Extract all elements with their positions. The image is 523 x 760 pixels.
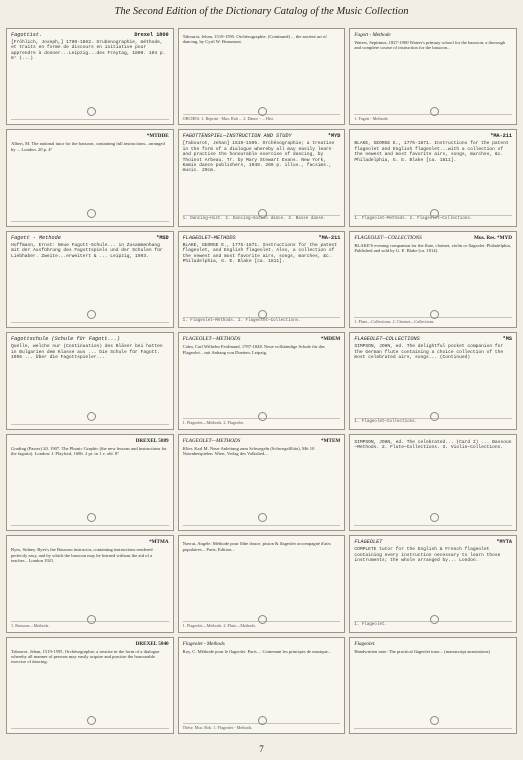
card-entry: Tabourot, Jehan, 1519-1595. Orchésographie. (Continued) ... the ancient art of dancing, by Cyril W. Beaumont. [182,34,327,45]
catalog-card [349,434,517,531]
card-heading [354,235,512,241]
card-heading [354,539,512,545]
card-call-number: *MA-211 [490,133,512,140]
card-entry: Byes, Sidney. Byes's the Bassoon instructor, containing instructions rendered perfectly easy, and by which the bassoon may be learned without the aid of a teacher... London 1921. [11,547,153,563]
card-heading [354,133,512,139]
card-heading [183,438,341,444]
card-call-number: DREXEL 5889 [135,437,169,444]
card-entry: Klier, Karl M. Neue Anleitung zum Schwegeln (Schwegelflöte), Mit 10 Notenbeispielen. Wien, Verlag des Volkslied... [182,445,315,457]
card-subject: Flageolet. [354,640,376,647]
card-subject: Flageolet - Methods [182,640,225,647]
card-heading [11,336,169,342]
card-tracings [11,728,169,730]
card-punch-hole [430,412,439,421]
card-punch-hole [87,310,96,319]
card-heading [183,641,341,647]
card-subject: FLAGEOLET—COLLECTIONS [354,336,420,343]
card-tracings: 1. Dancing—Hist. 2. Dancing—Social dance. 3. Basse danse. [183,215,341,222]
card-punch-hole [430,716,439,725]
catalog-card [349,535,517,632]
card-entry: BLAKE'S evening companion for the flute, clarinet, violin or flageolet. Philadelphia, Published and sold by G. E. Blake [ca. 1814]. [354,242,511,254]
card-tracings [354,525,512,527]
page-header: The Second Edition of the Dictionary Catalog of the Music Collection [114,6,409,17]
card-call-number: Mus. Res. *MYD [473,234,512,241]
card-entry: [Fröhlich, Joseph,] 1780-1862. Grubenographie, méthode, et traits en forme de discours en initiative pour apprendre à donner...Leipzig...des Freytag, 1800. 104 p. 8° (...) [11,40,166,62]
card-entry: Quelle, welche nur (Continuation) des Bläser bei hatten in Bulgarien dem Klasse aus ... Die Schule für Fagott. 1955 ... Über die Fagottspieler... [11,344,163,361]
page-number: 7 [259,744,264,754]
card-tracings: 1. Bassoon—Methods. [11,621,169,628]
catalog-card [6,28,174,125]
card-heading [183,133,341,139]
card-subject: Fagottschule (Schule für Fagott...) [11,336,120,343]
catalog-card [178,332,346,429]
card-tracings: 1. Flageolet—Collections. [354,418,512,425]
card-call-number: *MS [502,336,512,343]
catalog-card [6,637,174,734]
card-tracings: 1. Flageolet—Methods. 2. Flageolet—Collections. [183,317,341,324]
card-entry: BLAKE, GEORGE E., 1775-1871. Instructions for the patent flageolet and English flageolet...with a collection of the newest and most favorite airs, songs, marches, &c. Philadelphia, G. E. Blake [ca. 1811]. [354,141,509,163]
card-tracings: 1. Flageolet—Methods. 2. Flageolet. [183,418,341,425]
card-tracings [354,728,512,730]
catalog-card [6,434,174,531]
catalog-card [349,129,517,226]
card-tracings [11,119,169,121]
catalog-card [6,332,174,429]
card-punch-hole [87,615,96,624]
card-entry: Albert, M. The national tutor for the bassoon, containing full instructions...arranged by ... London. 20 p. 4° [11,141,165,152]
catalog-card [178,637,346,734]
card-tracings [11,322,169,324]
card-tracings [11,221,169,223]
card-tracings [183,525,341,527]
card-heading [183,336,341,342]
catalog-card [178,535,346,632]
card-punch-hole [430,513,439,522]
card-subject: FLAGEOLET—METHODS [182,234,236,241]
catalog-card-grid [6,28,517,734]
catalog-card [349,637,517,734]
card-call-number: *MA-211 [318,234,341,241]
card-subject: FLAGEOLET—METHODS [182,336,241,343]
card-heading [11,235,169,241]
card-call-number: Drexel 1800 [134,32,169,38]
card-subject: FLAGEOLET [354,539,383,546]
card-entry: Cohn, Carl Wilhelm Ferdinand, 1787-1848. Neue vollständige Schule für das Flageolet... mit Anhang von Duetten. Leipzig. [182,344,325,355]
card-heading [11,133,169,139]
catalog-card [6,231,174,328]
card-heading [354,641,512,647]
card-tracings: 1. Flageolet—Methods. 2. Flageolet—Collections. [354,215,512,222]
card-call-number: *MYD [327,133,341,140]
catalog-card [6,535,174,632]
card-punch-hole [87,107,96,116]
card-tracings [11,525,169,527]
card-call-number: DREXEL 5840 [135,640,169,647]
card-punch-hole [430,209,439,218]
catalog-card [6,129,174,226]
card-entry: SIMPSON, JOHN, ed. The delightful pocket companion for the German flute containing a choice collection of the most celebrated airs, songs... (Continued) [354,344,504,361]
card-call-number: *MDEM [320,336,341,343]
catalog-card [178,231,346,328]
card-tracings: ORCHES. 1. Reprint - Mus. Rob ... 2. Dance - ... Hist. [183,114,341,121]
card-subject: FAGOTTENSPIEL—INSTRUCTION AND STUDY [182,133,292,140]
catalog-card [178,28,346,125]
card-tracings: 1. Fagott - Methode. [354,114,512,121]
catalog-card [349,332,517,429]
card-punch-hole [87,716,96,725]
card-punch-hole [87,209,96,218]
card-tracings: Thèse. Mus. Rob. 1. Flageolet - Methods. [183,723,341,730]
card-entry: Navrat, Angele. Méthode pour flûte douce, piston & flageolet accompagné d'airs populaires... Paris, Edition... [182,541,331,552]
card-heading [183,235,341,241]
catalog-card [178,434,346,531]
card-subject: Fagottist. [11,32,43,38]
card-punch-hole [258,513,267,522]
card-entry: Tabourot, Jehan, 1519-1595. Orchésographie; a treatise in the form of a dialogue whereby all manner of persons may easily acquire and practise the honourable exercise of dancing. [11,648,160,665]
card-entry: COMPLETE tutor for the English & French flageolet containing every instruction necessary to learn those instruments; the whole arranged by... London. [354,547,501,563]
catalog-card [349,231,517,328]
card-entry: Roy, C. Méthode pour le flageolet. Paris ... Contenant les principes de musique... [182,648,332,654]
card-heading [11,438,169,444]
card-heading [354,32,512,38]
card-subject: FLAGEOLET—METHODS [182,437,241,444]
card-entry: Hoffmann, Ernst: Neue Fagott-Schule... in Zusammenhang mit der Ausführung des Fagottspiels und der Schulen für Liebhaber. Zweite...erweitert & ... Leipzig, 1903. [11,242,163,259]
card-heading [354,336,512,342]
card-entry: Handwritten note: The practical flageolet tutor... (manuscript annotations) [354,648,490,654]
card-call-number: *MTEM [321,437,341,444]
card-entry: Waters, Septimus, 1827-1900 Waters's primary school for the bassoon; a thorough and complete course of instruction for the bassoon... [354,40,506,51]
card-punch-hole [87,412,96,421]
card-entry: Grading (Passer) 20. 1907. The Phonic Graphic (the new lessons and instructions for the fagotto). London: J. Playford, 1686. 2 pt. in 1 v. obl. 8° [11,445,167,457]
card-subject: FLAGEOLET—COLLECTIONS [354,234,422,241]
card-entry: [Tabourot, Jehan] 1519-1595. Orchésographie; a treatise in the form of a dialogue whereby all may easily learn and practise the honourable exercise of dancing, by Thoinot Arbeau. Tr. by Mary Stewart Evans. New York, Kamin dance publishers, 1948. 266 p. illus., facsims., music. 29cm. [182,141,335,174]
card-punch-hole [87,513,96,522]
card-call-number: *MTMA [149,539,169,546]
card-tracings: 1. Flageolet. [354,621,512,628]
card-call-number: *MYTA [496,539,512,546]
card-tracings: 1. Flute—Collections. 2. Clarinet—Collections. [354,317,512,324]
card-tracings [11,424,169,426]
card-entry: BLAKE, GEORGE E., 1775-1871. Instructions for the patent flageolet, and English flageolet. Also, a collection of the newest and most favorite airs, songs, marches, &c. Philadelphia, G. E. Blake [ca. 1811]. [182,242,338,265]
card-call-number: *MTDDE [146,133,169,140]
card-heading [11,641,169,647]
card-heading [11,539,169,545]
catalog-card [178,129,346,226]
card-heading [11,32,169,38]
card-subject: Fagott - Methode [11,234,61,241]
card-subject: Fagott - Methode [354,32,391,38]
card-entry: SIMPSON, JOHN, ed. The celebrated... (Card 2) ... Bassoon—Methods. 2. Flute—Collections. 3. Violin—Collections. [354,439,512,451]
card-punch-hole [430,615,439,624]
catalog-card [349,28,517,125]
card-call-number: *MSD [156,234,169,241]
card-tracings: 1. Flageolet—Methods. 2. Flute—Methods. [183,621,341,628]
